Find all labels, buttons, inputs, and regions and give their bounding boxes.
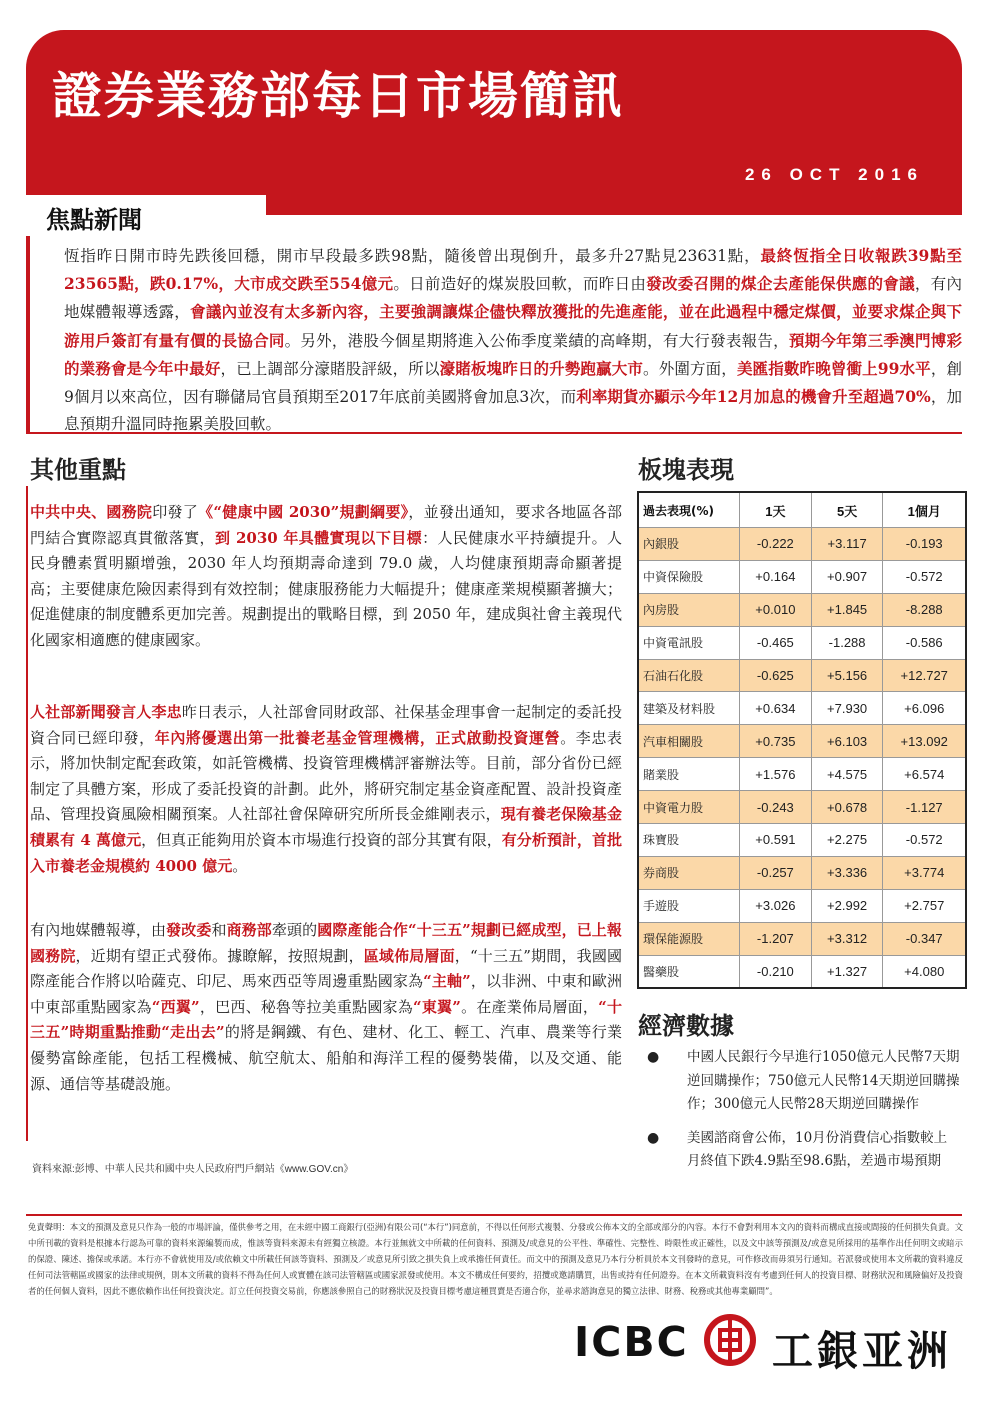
highlight-text: 最終恆指全日收報跌39點至23565點，跌0.17%，大市成交跌至554億元 — [64, 246, 962, 294]
one-day-cell: -0.243 — [740, 791, 812, 824]
one-day-cell: +1.576 — [740, 758, 812, 791]
highlight-text: 到 2030 年具體實現以下目標 — [214, 528, 423, 547]
body-text: 的將是鋼鐵、有色、建材、化工、輕工、汽車、農業等行業優勢富餘產能，包括工程機械、航空航太、船舶和海洋工程的優勢裝備，以及交通、能源、通信等基礎設施。 — [30, 1023, 622, 1093]
five-day-cell: -1.288 — [811, 626, 883, 659]
table-row — [638, 528, 966, 561]
one-day-cell: -0.257 — [740, 856, 812, 889]
highlight-text: “主軸” — [423, 972, 471, 991]
table-row — [638, 560, 966, 593]
body-text: 。 — [232, 856, 248, 875]
five-day-cell: +3.312 — [811, 922, 883, 955]
body-text: ，“十三五”期間，我國國際產能合作將以哈薩克、印尼、馬來西亞等周邊重點國家為 — [30, 946, 622, 991]
five-day-cell: +1.327 — [811, 955, 883, 988]
table-row — [638, 791, 966, 824]
table-row — [638, 889, 966, 922]
body-text: 有內地媒體報導，由 — [30, 921, 167, 939]
highlight-text: 利率期貨亦顯示今年12月加息的機會升至超過70% — [576, 387, 931, 407]
body-text: ，以非洲、中東和歐洲中東部重點國家為 — [30, 972, 622, 1016]
table-row — [638, 758, 966, 791]
five-day-cell: +6.103 — [811, 725, 883, 758]
sector-name-cell: 賭業股 — [638, 758, 740, 791]
five-day-cell: +2.275 — [811, 824, 883, 857]
icbc-seal-icon — [703, 1313, 757, 1367]
list-item — [640, 1046, 960, 1117]
highlight-text: 發改委 — [166, 921, 212, 939]
one-month-cell: -0.586 — [883, 626, 966, 659]
one-month-cell: -0.193 — [883, 528, 966, 561]
sector-performance-title: 板塊表現 — [638, 456, 734, 484]
highlight-text: 區域佈局層面 — [363, 946, 455, 965]
body-text: 。外圍方面， — [643, 359, 737, 378]
one-month-cell: +4.080 — [883, 955, 966, 988]
one-month-cell: -1.127 — [883, 791, 966, 824]
one-month-cell: -8.288 — [883, 593, 966, 626]
one-month-cell: +12.727 — [883, 659, 966, 692]
list-item — [640, 1127, 960, 1174]
one-month-cell: +6.574 — [883, 758, 966, 791]
one-month-cell: +13.092 — [883, 725, 966, 758]
table-row — [638, 824, 966, 857]
sector-name-cell: 環保能源股 — [638, 922, 740, 955]
one-day-cell: -0.222 — [740, 528, 812, 561]
one-day-cell: +0.010 — [740, 593, 812, 626]
body-text: ，加息預期升溫同時拖累美股回軟。 — [64, 388, 963, 434]
sector-name-cell: 券商股 — [638, 856, 740, 889]
one-day-cell: +0.164 — [740, 560, 812, 593]
highlight-text: 年內將優選出第一批養老基金管理機構，正式啟動投資運營 — [154, 728, 561, 747]
one-month-cell: -0.572 — [883, 824, 966, 857]
highlight-paragraph-capacity — [30, 918, 622, 1097]
table-row — [638, 593, 966, 626]
focus-left-rule — [26, 236, 30, 432]
table-row — [638, 659, 966, 692]
body-text: 和 — [211, 921, 227, 939]
sector-name-cell: 中資電力股 — [638, 791, 740, 824]
body-text: ，但真正能夠用於資本市場進行投資的部分其實有限， — [141, 830, 502, 849]
highlight-text: 有分析預計，首批入市養老金規模約 4000 億元 — [30, 830, 622, 875]
five-day-cell: +3.336 — [811, 856, 883, 889]
one-day-cell: -0.625 — [740, 659, 812, 692]
body-text: 恆指昨日開市時先跌後回穩，開市早段最多跌98點，隨後曾出現倒升，最多升27點見23631點， — [64, 247, 761, 265]
one-month-cell: +2.757 — [883, 889, 966, 922]
body-text: ：人民健康水平持續提升。人民身體素質明顯增強，2030 年人均預期壽命達到 79.0 歲，人均健康預期壽命顯著提高；主要健康危險因素得到有效控制；健康服務能力大幅提升；健康產業規模顯著擴大；促進健康的制度體系更加完善。規劃提出的戰略目標，到 2050 年，建成與社會主義現代化國家相適應的健康國家。 — [30, 528, 622, 649]
economic-item-text: 美國諮商會公佈，10月份消費信心指數較上月終值下跌4.9點至98.6點，差過市場預期 — [687, 1129, 948, 1169]
highlight-text: 會議內並沒有太多新內容，主要強調讓煤企儘快釋放獲批的先進產能，並在此過程中穩定煤價，並要求煤企與下游用戶簽訂有量有價的長協合同 — [64, 302, 962, 350]
sector-name-cell: 珠寶股 — [638, 824, 740, 857]
highlight-text: “東翼” — [412, 997, 461, 1016]
one-month-cell: -0.347 — [883, 922, 966, 955]
highlight-paragraph-health — [30, 500, 622, 654]
table-row — [638, 955, 966, 988]
sector-name-cell: 中資保險股 — [638, 560, 740, 593]
focus-news-body — [64, 242, 962, 438]
economic-data-list — [640, 1046, 960, 1184]
highlight-text: 現有養老保險基金積累有 4 萬億元 — [30, 805, 622, 849]
one-day-cell: -1.207 — [740, 922, 812, 955]
body-text: 。在產業佈局層面， — [460, 997, 599, 1016]
column-header: 過去表現(%) — [638, 492, 740, 528]
one-month-cell: -0.572 — [883, 560, 966, 593]
focus-news-title: 焦點新聞 — [46, 206, 142, 234]
table-row — [638, 626, 966, 659]
sector-name-cell: 手遊股 — [638, 889, 740, 922]
other-highlights-title: 其他重點 — [30, 456, 126, 484]
body-text: 。李忠表示，將加快制定配套政策，如託管機構、投資管理機構評審辦法等。目前，部分省份已經制定了具體方案，形成了委託投資的計劃。此外，將研究制定基金資產配置、設計投資產品、管理投資風險相關預案。人社部社會保障研究所所長金維剛表示， — [30, 728, 622, 824]
one-day-cell: -0.465 — [740, 626, 812, 659]
body-text: ，創9個月以來高位，因有聯儲局官員預期至2017年底前美國將會加息3次，而 — [64, 359, 962, 407]
five-day-cell: +0.678 — [811, 791, 883, 824]
one-day-cell: +0.591 — [740, 824, 812, 857]
one-day-cell: -0.210 — [740, 955, 812, 988]
icbc-seal-graphic — [703, 1313, 757, 1367]
sector-name-cell: 醫藥股 — [638, 955, 740, 988]
five-day-cell: +2.992 — [811, 889, 883, 922]
table-row — [638, 856, 966, 889]
five-day-cell: +0.907 — [811, 560, 883, 593]
others-left-rule — [26, 486, 28, 1141]
table-row — [638, 922, 966, 955]
highlight-text: 發改委召開的煤企去產能保供應的會議 — [646, 274, 915, 294]
five-day-cell: +1.845 — [811, 593, 883, 626]
body-text: ，已上調部分濠賭股評級，所以 — [220, 359, 440, 378]
one-day-cell: +3.026 — [740, 889, 812, 922]
highlight-text: “十三五”時期重點推動“走出去” — [30, 997, 622, 1042]
one-day-cell: +0.634 — [740, 692, 812, 725]
body-text: ，並發出通知，要求各地區各部門結合實際認真貫徹落實， — [30, 503, 622, 547]
highlight-text: 商務部 — [226, 921, 272, 939]
five-day-cell: +3.117 — [811, 528, 883, 561]
table-row — [638, 692, 966, 725]
sector-performance-table — [637, 491, 967, 989]
column-header: 5天 — [811, 492, 883, 528]
highlight-text: 人社部新聞發言人李忠 — [30, 703, 182, 721]
body-text: ，巴西、秘魯等拉美重點國家為 — [199, 997, 413, 1016]
body-text: 牽頭的 — [271, 921, 318, 939]
column-header: 1個月 — [883, 492, 966, 528]
five-day-cell: +5.156 — [811, 659, 883, 692]
highlight-text: 《“健康中國 2030”規劃綱要》 — [198, 503, 409, 521]
sector-name-cell: 內銀股 — [638, 528, 740, 561]
bullet-icon: ● — [647, 1049, 660, 1065]
bullet-icon: ● — [647, 1129, 660, 1146]
table-row — [638, 725, 966, 758]
body-text: 昨日表示，人社部會同財政部、社保基金理事會一起制定的委託投資合同已經印發， — [30, 703, 622, 747]
highlight-text: “西翼” — [151, 997, 200, 1016]
icbc-logo-text: ICBC — [574, 1318, 689, 1366]
highlight-text: 預期今年第三季澳門博彩的業務會是今年中最好 — [64, 330, 962, 378]
one-day-cell: +0.735 — [740, 725, 812, 758]
one-month-cell: +3.774 — [883, 856, 966, 889]
highlight-text: 美匯指數昨晚曾衝上99水平 — [736, 358, 931, 378]
body-text: ，近期有望正式發佈。據瞭解，按照規劃， — [75, 946, 364, 965]
body-text: 印發了 — [152, 503, 199, 521]
table-header-row — [638, 492, 966, 528]
highlight-text: 中共中央、國務院 — [30, 503, 153, 521]
highlight-text: 濠賭板塊昨日的升勢跑贏大市 — [439, 358, 644, 378]
highlight-text: 國際產能合作“十三五”規劃已經成型，已上報國務院 — [30, 921, 622, 965]
economic-item-text: 中國人民銀行今早進行1050億元人民幣7天期逆回購操作；750億元人民幣14天期逆回購操作；300億元人民幣28天期逆回購操作 — [687, 1049, 960, 1112]
sector-name-cell: 石油石化股 — [638, 659, 740, 692]
body-text: 。另外，港股今個星期將進入公佈季度業績的高峰期，有大行發表報告， — [284, 331, 789, 350]
disclaimer-text: 免責聲明：本文的預測及意見只作為一般的市場評論，僅供參考之用，在未經中國工商銀行(亞洲)有限公司(“本行”)同意前，不得以任何形式複製、分發或公佈本文的全部或部分的內容。本行不會對利用本文內的資料而構成直接或間接的任何損失負責。文中所刊載的資料是根據本行認為可靠的資料來源編製而成，惟該等資料來源未有經獨立核證。本行並無就文中所載的任何資料、預測及/或意見的公平性、準確性、完整性、時限性或正確性，以及文中該等預測及/或意見所採用的基準作出任何明文或暗示的保證、陳述、擔保或承諾。本行亦不會就使用及/或依賴文中所載任何該等資料、預測及／或意見所引致之損失負上或承擔任何責任。而文中的預測及意見乃本行分析員於本文刊發時的意見，可作修改而毋須另行通知。若派發或使用本文所載的資料違反任何司法管轄區或國家的法律或規例，則本文所載的資料不得為任何人或實體在該司法管轄區或國家派發或使用。本文不構成任何要約，招攬或邀請購買，出售或持有任何證券。在本文所載資料沒有考慮到任何人的投資目標、財務狀況和風險偏好及投資者的任何個人資料，因此不應依賴作出任何投資決定。訂立任何投資交易前，你應該參照自己的財務狀況及投資目標考慮這種買賣是否適合你，並尋求諮詢意見的獨立法律、財務、稅務或其他專業顧問”。 — [28, 1222, 963, 1296]
sector-name-cell: 內房股 — [638, 593, 740, 626]
column-header: 1天 — [740, 492, 812, 528]
five-day-cell: +7.930 — [811, 692, 883, 725]
disclaimer-top-rule — [26, 1214, 962, 1216]
sector-name-cell: 汽車相關股 — [638, 725, 740, 758]
highlight-paragraph-pension — [30, 700, 622, 879]
source-note: 資料來源:彭博、中華人民共和國中央人民政府門戶網站《www.GOV.cn》 — [32, 1164, 354, 1175]
sector-name-cell: 建築及材料股 — [638, 692, 740, 725]
page-title: 證券業務部每日市場簡訊 — [52, 67, 624, 125]
body-text: ，有內地媒體報導透露， — [64, 275, 962, 322]
economic-data-title: 經濟數據 — [638, 1012, 734, 1040]
report-date: 26 OCT 2016 — [744, 165, 924, 184]
five-day-cell: +4.575 — [811, 758, 883, 791]
body-text: 。日前造好的煤炭股回軟，而昨日由 — [393, 275, 647, 294]
sector-name-cell: 中資電訊股 — [638, 626, 740, 659]
one-month-cell: +6.096 — [883, 692, 966, 725]
icbc-asia-chinese-name: 工銀亚洲 — [772, 1327, 952, 1375]
